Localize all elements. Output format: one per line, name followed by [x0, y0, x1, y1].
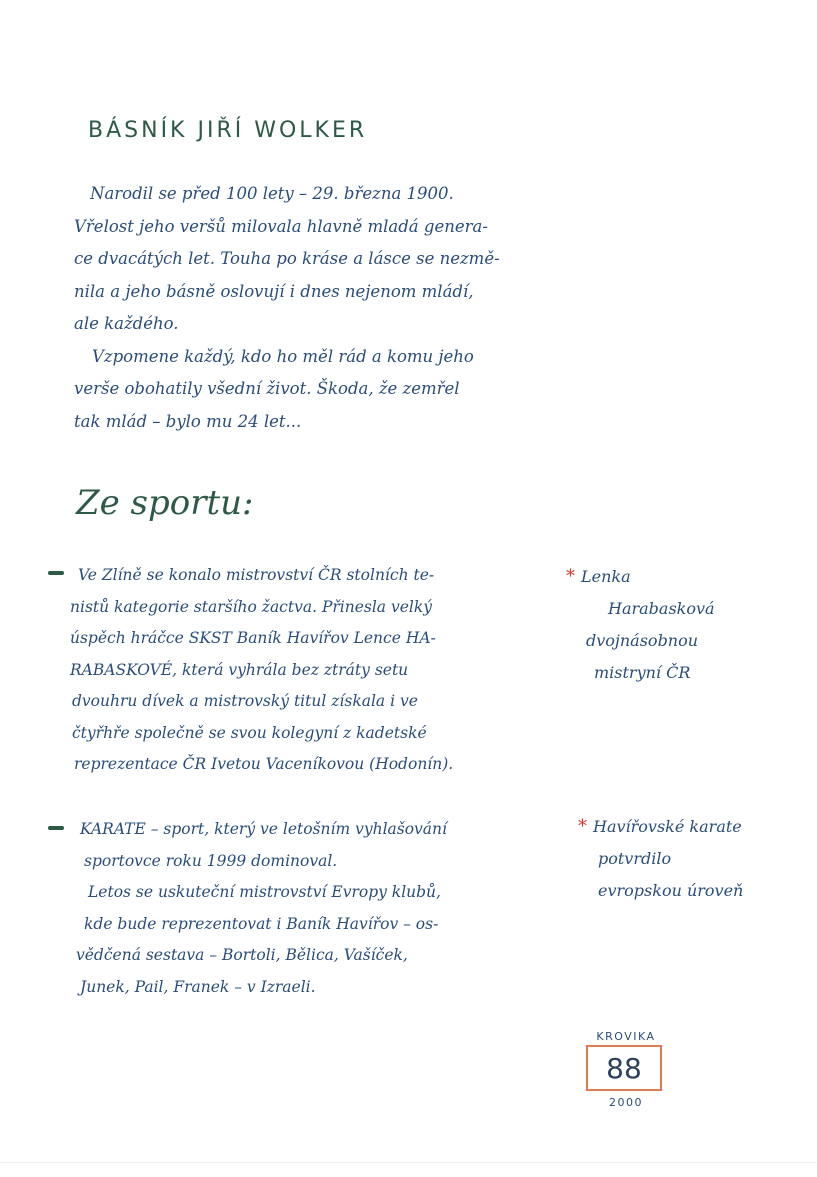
note-line: dvojnásobnou [586, 631, 699, 650]
asterisk-icon: * [578, 816, 587, 837]
page-title: BÁSNÍK JIŘÍ WOLKER [88, 118, 368, 143]
note-line: Harabasková [608, 599, 715, 618]
poem-line: ale každého. [74, 314, 179, 333]
item-line: Junek, Pail, Franek – v Izraeli. [80, 977, 316, 996]
item-line: vědčená sestava – Bortoli, Bělica, Vašíček, [76, 946, 408, 964]
poem-line: nila a jeho básně oslovují i dnes nejenom mládí, [74, 281, 474, 301]
note-line: mistryní ČR [594, 663, 691, 682]
item-line: Ve Zlíně se konalo mistrovství ČR stolních te- [78, 566, 435, 584]
item-line: dvouhru dívek a mistrovský titul získala i ve [72, 692, 418, 710]
item-line: nistů kategorie staršího žactva. Přinesla velký [70, 597, 433, 616]
poem-line: ce dvacátých let. Touha po kráse a lásce se nezmě- [74, 249, 500, 268]
poem-text [74, 178, 574, 438]
item-line: kde bude reprezentovat i Baník Havířov – os- [84, 914, 439, 933]
stamp-number-box [586, 1045, 662, 1091]
page-stamp [584, 1028, 668, 1116]
item-line: RABASKOVÉ, která vyhrála bez ztráty setu [70, 660, 409, 679]
note-line: evropskou úroveň [598, 881, 744, 900]
stamp-year: 2000 [609, 1096, 643, 1109]
side-note-table-tennis [566, 561, 715, 689]
news-item-karate [76, 814, 447, 1003]
poem-line: tak mlád – bylo mu 24 let... [74, 411, 302, 431]
item-line: úspěch hráčce SKST Baník Havířov Lence HA- [70, 629, 436, 647]
news-item-table-tennis [70, 560, 454, 781]
item-line: čtyřhře společně se svou kolegyní z kadetské [72, 723, 427, 742]
bullet-dash [48, 826, 64, 830]
bullet-dash [48, 571, 64, 575]
item-line: reprezentace ČR Ivetou Vaceníkovou (Hodonín). [74, 755, 454, 773]
asterisk-icon: * [566, 566, 575, 587]
poem-line: Vřelost jeho veršů milovala hlavně mladá genera- [74, 216, 488, 236]
item-line: Letos se uskuteční mistrovství Evropy klubů, [88, 883, 441, 901]
poem-line: Vzpomene každý, kdo ho měl rád a komu jeho [92, 346, 474, 366]
stamp-label: KROVIKA [596, 1030, 656, 1043]
note-line: Lenka [581, 567, 631, 586]
poem-line: Narodil se před 100 lety – 29. března 1900. [90, 184, 454, 203]
note-line: potvrdilo [598, 849, 672, 868]
section-heading: Ze sportu: [76, 483, 254, 523]
item-line: KARATE – sport, který ve letošním vyhlašování [80, 820, 447, 838]
poem-line: verše obohatily všední život. Škoda, že zemřel [74, 379, 460, 398]
note-line: Havířovské karate [593, 817, 742, 836]
side-note-karate [578, 811, 743, 907]
page-edge-divider [0, 1162, 817, 1163]
stamp-number: 88 [606, 1051, 642, 1085]
item-line: sportovce roku 1999 dominoval. [84, 851, 338, 870]
